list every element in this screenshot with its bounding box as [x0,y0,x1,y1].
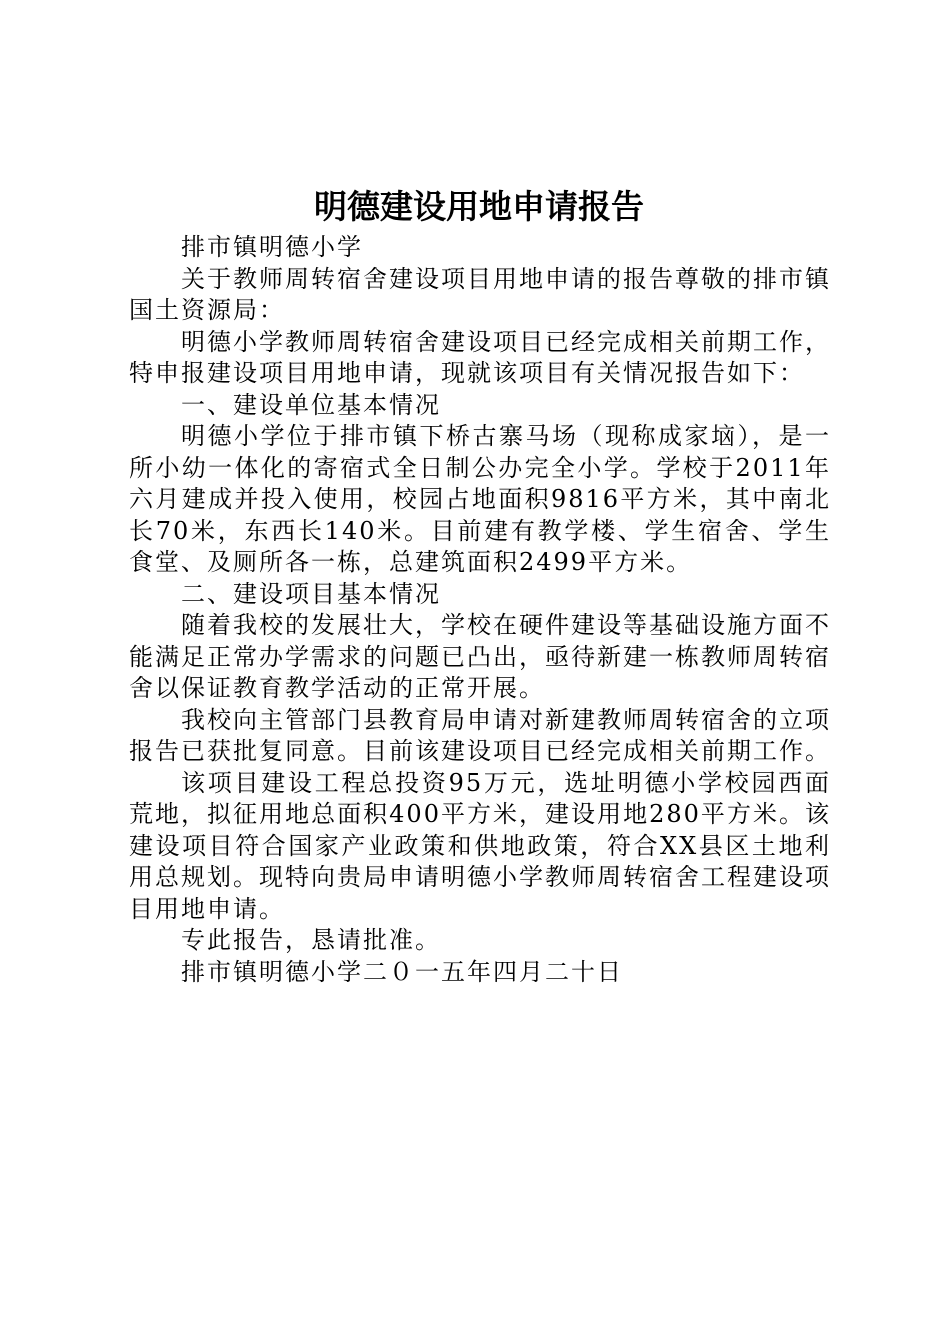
section-1-paragraph: 明德小学位于排市镇下桥古寨马场（现称成家垴），是一所小幼一体化的寄宿式全日制公办完全小学。学校于2011年六月建成并投入使用，校园占地面积9816平方米，其中南北长70米，东西长140米。目前建有教学楼、学生宿舍、学生食堂、及厕所各一栋，总建筑面积2499平方米。 [129,422,831,576]
report-subject-line: 关于教师周转宿舍建设项目用地申请的报告尊敬的排市镇国土资源局： [129,264,831,324]
section-heading-2: 二、建设项目基本情况 [181,579,441,608]
section-2-paragraph-3: 该项目建设工程总投资95万元，选址明德小学校园西面荒地，拟征用地总面积400平方米，建设用地280平方米。该建设项目符合国家产业政策和供地政策，符合XX县区土地利用总规划。现特向贵局申请明德小学教师周转宿舍工程建设项目用地申请。 [129,768,831,923]
signature-date-line: 排市镇明德小学二０一五年四月二十日 [181,957,623,986]
section-2-paragraph-2: 我校向主管部门县教育局申请对新建教师周转宿舍的立项报告已获批复同意。目前该建设项目已经完成相关前期工作。 [129,705,831,765]
intro-paragraph: 明德小学教师周转宿舍建设项目已经完成相关前期工作，特申报建设项目用地申请，现就该项目有关情况报告如下： [129,327,831,387]
closing-line: 专此报告，恳请批准。 [181,926,441,954]
section-heading-1: 一、建设单位基本情况 [181,390,441,419]
section-2-paragraph-1: 随着我校的发展壮大，学校在硬件建设等基础设施方面不能满足正常办学需求的问题已凸出，亟待新建一栋教师周转宿舍以保证教育教学活动的正常开展。 [129,611,831,702]
document-body [129,232,831,988]
document-title: 明德建设用地申请报告 [314,187,644,226]
school-name-line: 排市镇明德小学 [181,233,363,261]
